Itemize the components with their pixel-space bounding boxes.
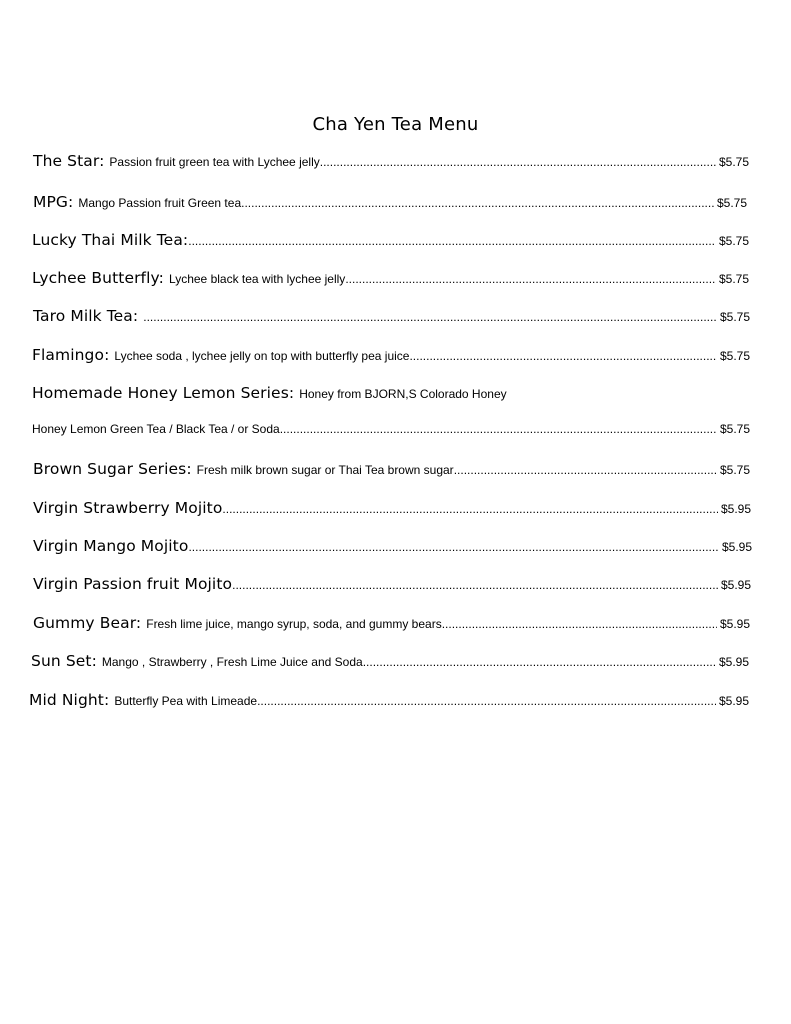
item-description: Lychee soda , lychee jelly on top with butterfly pea juice (114, 349, 410, 363)
item-price: $5.75 (718, 155, 749, 169)
dot-leader (320, 155, 716, 169)
dot-leader (409, 349, 717, 363)
menu-item-flamingo (32, 346, 750, 368)
item-name: Mid Night: (29, 691, 110, 709)
item-name: Taro Milk Tea: (33, 307, 139, 325)
item-description: Mango Passion fruit Green tea (78, 196, 242, 210)
item-price: $5.75 (719, 422, 750, 436)
item-price: $5.75 (719, 310, 750, 324)
dot-leader (454, 463, 717, 477)
item-price: $5.75 (716, 196, 747, 210)
item-price: $5.95 (720, 502, 751, 516)
item-description: Fresh lime juice, mango syrup, soda, and gummy bears (146, 617, 442, 631)
item-name: Virgin Strawberry Mojito (33, 499, 223, 517)
item-description: Lychee black tea with lychee jelly (168, 272, 346, 286)
item-description: Fresh milk brown sugar or Thai Tea brown sugar (196, 463, 454, 477)
menu-item-honey-lemon-options (32, 422, 750, 444)
menu-item-lychee-butterfly (32, 269, 749, 291)
menu-item-mpg (33, 193, 747, 215)
dot-leader (345, 272, 716, 286)
item-name: Brown Sugar Series: (33, 460, 192, 478)
item-price: $5.75 (718, 272, 749, 286)
dot-leader (143, 310, 717, 324)
item-name: Homemade Honey Lemon Series: (32, 384, 295, 402)
menu-item-mid-night (29, 691, 749, 713)
dot-leader (442, 617, 717, 631)
menu-item-virgin-mango-mojito (33, 537, 752, 559)
dot-leader (257, 694, 716, 708)
item-name: MPG: (33, 193, 74, 211)
item-price: $5.95 (721, 540, 752, 554)
menu-title: Cha Yen Tea Menu (312, 114, 479, 135)
menu-item-homemade-honey-lemon-series (32, 384, 750, 406)
dot-leader (188, 234, 716, 248)
item-price: $5.75 (718, 234, 749, 248)
item-price: $5.95 (718, 655, 749, 669)
item-name: Virgin Mango Mojito (33, 537, 189, 555)
item-description: Honey Lemon Green Tea / Black Tea / or Soda (32, 422, 280, 436)
item-name: Lucky Thai Milk Tea: (32, 231, 189, 249)
menu-item-sun-set (31, 652, 749, 674)
menu-item-lucky-thai-milk-tea (32, 231, 749, 253)
menu-item-the-star (33, 152, 749, 174)
dot-leader (280, 422, 717, 436)
item-name: Gummy Bear: (33, 614, 142, 632)
item-name: The Star: (33, 152, 105, 170)
item-price: $5.95 (719, 617, 750, 631)
item-name: Virgin Passion fruit Mojito (33, 575, 233, 593)
item-price: $5.95 (720, 578, 751, 592)
item-description: Passion fruit green tea with Lychee jelly (109, 155, 320, 169)
dot-leader (241, 196, 714, 210)
dot-leader (188, 540, 719, 554)
item-name: Sun Set: (31, 652, 97, 670)
menu-item-virgin-strawberry-mojito (33, 499, 751, 521)
item-description: Butterfly Pea with Limeade (114, 694, 258, 708)
menu-item-virgin-passion-fruit-mojito (33, 575, 751, 597)
item-name: Lychee Butterfly: (32, 269, 164, 287)
menu-item-taro-milk-tea (33, 307, 750, 329)
menu-item-gummy-bear (33, 614, 750, 636)
dot-leader (363, 655, 716, 669)
menu-item-brown-sugar-series (33, 460, 750, 482)
item-price: $5.75 (719, 349, 750, 363)
item-price: $5.75 (719, 463, 750, 477)
item-price: $5.95 (718, 694, 749, 708)
dot-leader (222, 502, 718, 516)
dot-leader (232, 578, 718, 592)
item-description: Mango , Strawberry , Fresh Lime Juice and Soda (101, 655, 363, 669)
item-name: Flamingo: (32, 346, 110, 364)
item-description: Honey from BJORN,S Colorado Honey (299, 387, 507, 401)
